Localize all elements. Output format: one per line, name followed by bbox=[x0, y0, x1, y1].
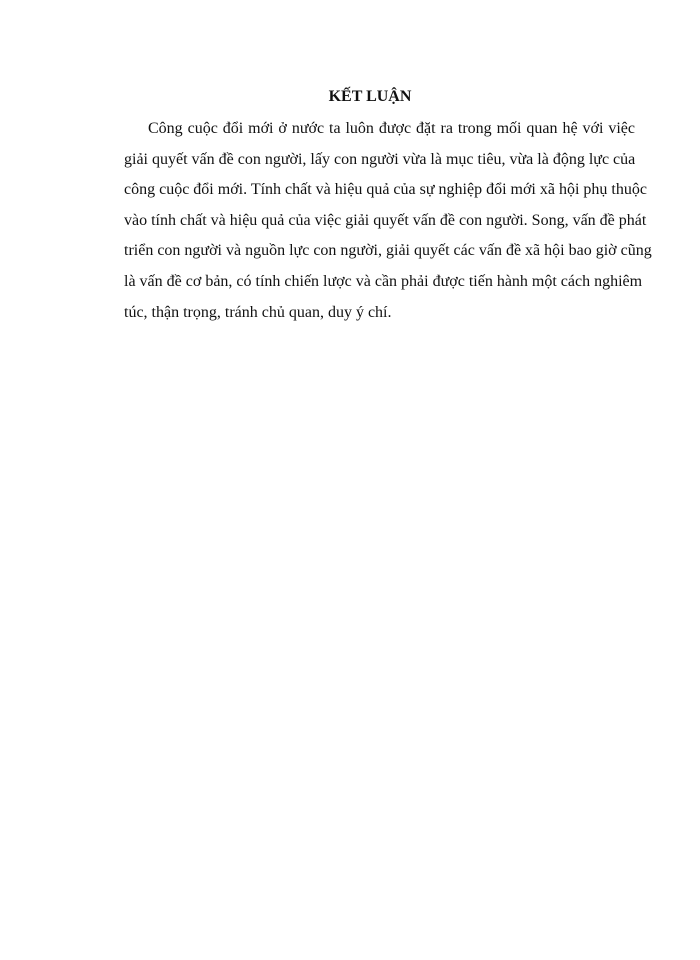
section-heading: KẾT LUẬN bbox=[328, 88, 412, 105]
paragraph-line: vào tính chất và hiệu quả của việc giải quyết vấn đề con người. Song, vấn đề phát bbox=[124, 211, 647, 229]
paragraph-line: là vấn đề cơ bản, có tính chiến lược và cần phải được tiến hành một cách nghiêm bbox=[124, 272, 643, 290]
paragraph-line: triển con người và nguồn lực con người, giải quyết các vấn đề xã hội bao giờ cũng bbox=[124, 242, 652, 260]
conclusion-paragraph bbox=[124, 114, 652, 328]
paragraph-line: công cuộc đổi mới. Tính chất và hiệu quả của sự nghiệp đổi mới xã hội phụ thuộc bbox=[124, 181, 647, 199]
paragraph-line: Công cuộc đổi mới ở nước ta luôn được đặt ra trong mối quan hệ với việc bbox=[148, 120, 635, 137]
paragraph-line: túc, thận trọng, tránh chủ quan, duy ý chí. bbox=[124, 303, 392, 321]
paragraph-line: giải quyết vấn đề con người, lấy con người vừa là mục tiêu, vừa là động lực của bbox=[124, 150, 636, 168]
